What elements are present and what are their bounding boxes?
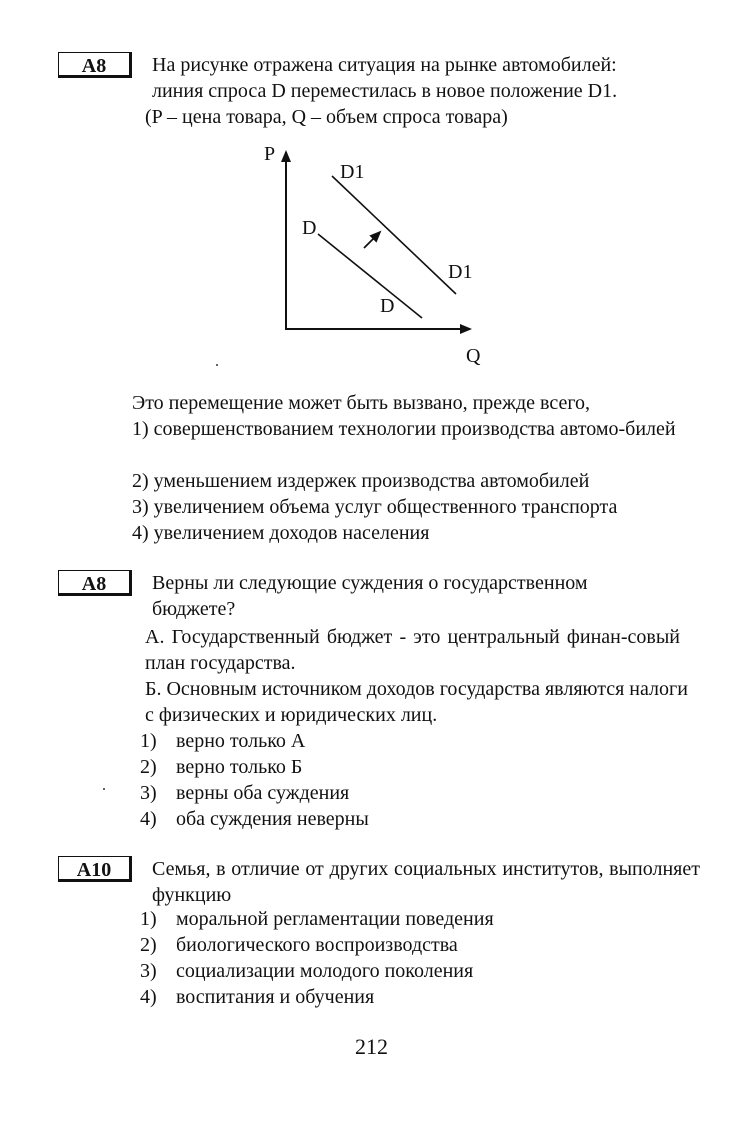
question-stem — [152, 52, 702, 104]
option-2[interactable] — [140, 932, 458, 958]
stem-line-1: На рисунке отражена ситуация на рынке автомобилей: — [152, 54, 617, 76]
option-3[interactable] — [140, 780, 349, 806]
option-text: моральной регламентации поведения — [176, 908, 494, 930]
option-1[interactable]: 1) совершенствованием технологии производства автомо-билей — [132, 418, 676, 440]
curve-d1-label-top: D1 — [340, 161, 365, 183]
page-number: 212 — [355, 1034, 388, 1059]
option-number: 1) — [140, 730, 157, 752]
curve-d-label-top: D — [302, 217, 317, 239]
speck — [103, 788, 105, 790]
question-number-badge: A8 — [58, 52, 132, 78]
stem-line-2: линия спроса D переместилась в новое положение D1. — [152, 80, 618, 102]
shift-arrow — [364, 232, 380, 248]
stem-line-3: (P – цена товара, Q – объем спроса товара) — [145, 106, 508, 128]
option-text: биологического воспроизводства — [176, 934, 458, 956]
option-4[interactable]: 4) увеличением доходов населения — [132, 522, 430, 544]
option-text: социализации молодого поколения — [176, 960, 474, 982]
curve-d1-label-bottom: D1 — [448, 261, 473, 283]
option-number: 4) — [140, 808, 157, 830]
option-3[interactable] — [140, 958, 473, 984]
option-number: 3) — [140, 782, 157, 804]
question-prompt: Это перемещение может быть вызвано, прежде всего, — [132, 392, 591, 414]
demand-shift-graph — [250, 138, 490, 370]
x-axis-label: Q — [466, 345, 481, 367]
option-number: 3) — [140, 960, 157, 982]
option-text: верно только А — [176, 730, 306, 752]
curve-d-label-bottom: D — [380, 295, 395, 317]
demand-curve-d1 — [332, 176, 456, 294]
option-1[interactable] — [140, 906, 494, 932]
question-number-badge: A8 — [58, 570, 132, 596]
statement-b: Б. Основным источником доходов государства являются налоги с физических и юридических лиц. — [145, 678, 688, 726]
option-4[interactable] — [140, 806, 369, 832]
option-4[interactable] — [140, 984, 374, 1010]
option-number: 2) — [140, 934, 157, 956]
option-text: воспитания и обучения — [176, 986, 375, 1008]
option-2[interactable]: 2) уменьшением издержек производства автомобилей — [132, 470, 590, 492]
option-3[interactable]: 3) увеличением объема услуг общественного транспорта — [132, 496, 618, 518]
option-text: верны оба суждения — [176, 782, 350, 804]
option-2[interactable] — [140, 754, 302, 780]
option-text: верно только Б — [176, 756, 303, 778]
option-1[interactable] — [140, 728, 305, 754]
speck — [216, 364, 218, 366]
option-number: 4) — [140, 986, 157, 1008]
question-stem: Семья, в отличие от других социальных институтов, выполняет функцию — [152, 858, 700, 906]
statement-a: А. Государственный бюджет - это центральный финан-совый план государства. — [145, 626, 680, 674]
question-number-badge: A10 — [58, 856, 132, 882]
option-number: 1) — [140, 908, 157, 930]
y-axis-label: P — [264, 143, 276, 165]
option-number: 2) — [140, 756, 157, 778]
option-text: оба суждения неверны — [176, 808, 369, 830]
question-stem: Верны ли следующие суждения о государственном бюджете? — [152, 572, 588, 620]
